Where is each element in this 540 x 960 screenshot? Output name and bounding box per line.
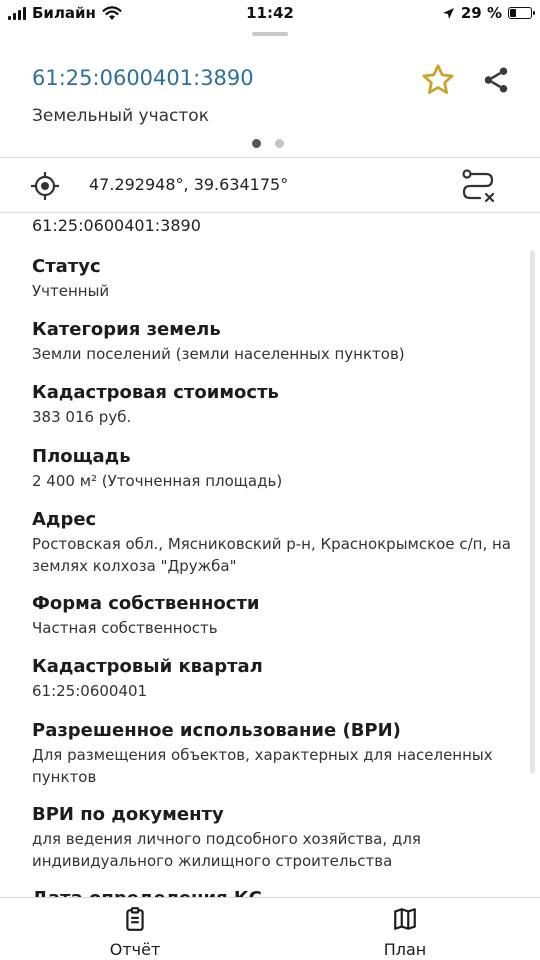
field-permitted-use xyxy=(32,719,512,788)
sheet-handle[interactable] xyxy=(252,32,288,36)
field-value: Для размещения объектов, характерных для населенных пунктов xyxy=(32,746,493,786)
field-label: ВРИ по документу xyxy=(32,804,224,825)
page-indicator xyxy=(252,139,284,148)
page-dot-2[interactable] xyxy=(275,139,284,148)
field-label: Статус xyxy=(32,256,101,277)
field-value: Земли поселений (земли населенных пунктов) xyxy=(32,345,405,363)
parcel-title: 61:25:0600401:3890 xyxy=(32,66,254,90)
field-value: Учтенный xyxy=(32,282,110,300)
field-cadastral-value xyxy=(32,381,512,428)
crosshair-location-icon[interactable] xyxy=(30,171,60,201)
scrollbar[interactable] xyxy=(530,250,535,774)
field-status xyxy=(32,255,512,302)
field-label: Площадь xyxy=(32,446,131,467)
field-label: Категория земель xyxy=(32,319,221,340)
coordinates-text[interactable]: 47.292948°, 39.634175° xyxy=(89,175,289,194)
status-right xyxy=(442,4,532,22)
nav-plan[interactable] xyxy=(345,906,465,959)
share-button[interactable] xyxy=(476,60,516,100)
field-label: Форма собственности xyxy=(32,593,260,614)
field-label: Разрешенное использование (ВРИ) xyxy=(32,720,401,741)
bottom-nav xyxy=(0,897,540,960)
field-land-category xyxy=(32,318,512,365)
field-value: 61:25:0600401 xyxy=(32,682,148,700)
field-label: Кадастровая стоимость xyxy=(32,382,279,403)
field-area xyxy=(32,445,512,492)
report-icon xyxy=(122,906,148,932)
location-arrow-icon xyxy=(442,7,455,20)
field-value: для ведения личного подсобного хозяйства, для индивидуального жилищного строительства xyxy=(32,830,421,870)
share-icon xyxy=(481,65,511,95)
field-value: Ростовская обл., Мясниковский р-н, Краснокрымское с/п, на землях колхоза "Дружба" xyxy=(32,535,511,575)
field-value: 2 400 м² (Уточненная площадь) xyxy=(32,472,283,490)
field-ownership xyxy=(32,592,512,639)
field-label: Адрес xyxy=(32,509,97,530)
nav-report-label: Отчёт xyxy=(109,940,161,959)
field-value: Частная собственность xyxy=(32,619,218,637)
parcel-type: Земельный участок xyxy=(32,106,209,126)
field-cadastral-quarter xyxy=(32,655,512,702)
nav-report[interactable] xyxy=(75,906,195,959)
details-list[interactable] xyxy=(0,213,540,897)
cadastral-number: 61:25:0600401:3890 xyxy=(32,216,201,235)
status-time: 11:42 xyxy=(246,4,294,22)
map-icon xyxy=(392,906,418,932)
favorite-button[interactable] xyxy=(418,60,458,100)
battery-percent: 29 % xyxy=(460,4,502,22)
page-dot-1[interactable] xyxy=(252,139,261,148)
status-bar xyxy=(0,0,540,28)
field-value: 383 016 руб. xyxy=(32,408,132,426)
field-label: Кадастровый квартал xyxy=(32,656,263,677)
field-permitted-use-document xyxy=(32,803,512,872)
battery-icon xyxy=(508,7,532,19)
coordinates-bar xyxy=(0,157,540,213)
battery-fill xyxy=(510,9,516,17)
route-icon[interactable] xyxy=(458,167,498,203)
field-address xyxy=(32,508,512,577)
nav-plan-label: План xyxy=(383,940,427,959)
carrier-name: Билайн xyxy=(32,4,96,22)
star-icon xyxy=(420,62,456,98)
